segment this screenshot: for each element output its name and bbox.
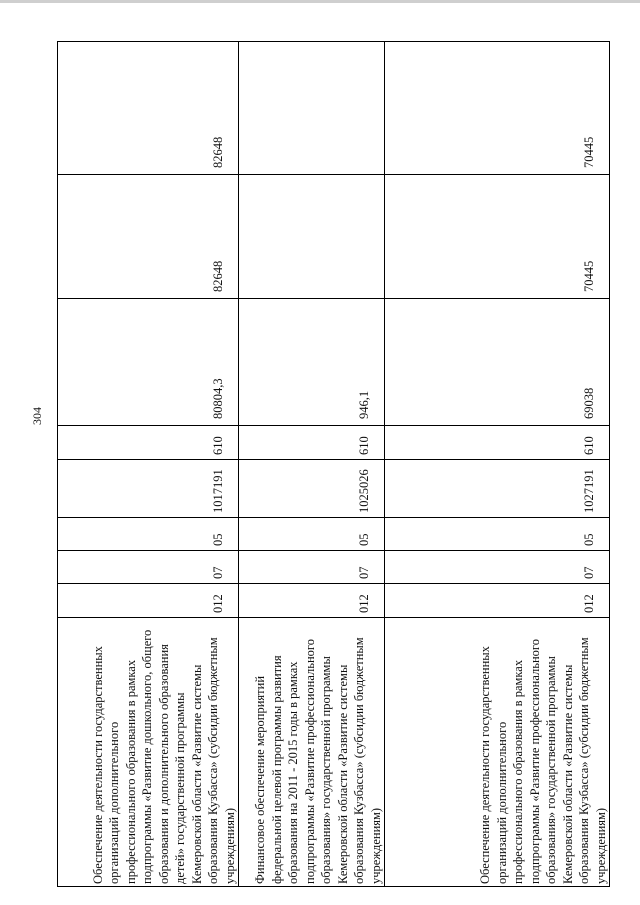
target-article-code: 1017191 [58, 460, 239, 518]
subsection-code: 05 [58, 518, 239, 551]
amount-year-3 [239, 42, 385, 175]
table-row [239, 42, 385, 887]
table-row [385, 42, 610, 887]
section-code: 07 [385, 551, 610, 584]
expense-type-code: 610 [385, 426, 610, 460]
table-row [58, 42, 239, 887]
budget-table [57, 41, 610, 887]
rotated-page-content [57, 42, 609, 887]
section-code: 07 [239, 551, 385, 584]
ministry-code: 012 [239, 584, 385, 618]
target-article-code: 1025026 [239, 460, 385, 518]
section-code: 07 [58, 551, 239, 584]
amount-year-3: 82648 [58, 42, 239, 175]
amount-year-1: 80804,3 [58, 299, 239, 426]
expense-type-code: 610 [58, 426, 239, 460]
ministry-code: 012 [385, 584, 610, 618]
amount-year-1: 69038 [385, 299, 610, 426]
target-article-code: 1027191 [385, 460, 610, 518]
row-description: Финансовое обеспечение мероприятий федеральной целевой программы развития образования на 2011 - 2015 годы в рамках подпрограммы «Развитие профессионального образования» государственной программы Кемеровской области «Развитие системы образования Кузбасса» (субсидии бюджетным учреждениям) [239, 618, 385, 887]
amount-year-2 [239, 175, 385, 299]
ministry-code: 012 [58, 584, 239, 618]
amount-year-3: 70445 [385, 42, 610, 175]
subsection-code: 05 [239, 518, 385, 551]
subsection-code: 05 [385, 518, 610, 551]
row-description: Обеспечение деятельности государственных организаций дополнительного профессионального образования в рамках подпрограммы «Развитие профессионального образования» государственной программы Кемеровской области «Развитие системы образования Кузбасса» (субсидии бюджетным учреждениям) [385, 618, 610, 887]
row-description: Обеспечение деятельности государственных организаций дополнительного профессионального образования в рамках подпрограммы «Развитие дошкольного, общего образования и дополнительного образования детей» государственной программы Кемеровской области «Развитие системы образования Кузбасса» (субсидии бюджетным учреждениям) [58, 618, 239, 887]
page-number: 304 [30, 407, 44, 425]
amount-year-1: 946,1 [239, 299, 385, 426]
amount-year-2: 70445 [385, 175, 610, 299]
scan-top-edge [0, 0, 640, 3]
expense-type-code: 610 [239, 426, 385, 460]
amount-year-2: 82648 [58, 175, 239, 299]
